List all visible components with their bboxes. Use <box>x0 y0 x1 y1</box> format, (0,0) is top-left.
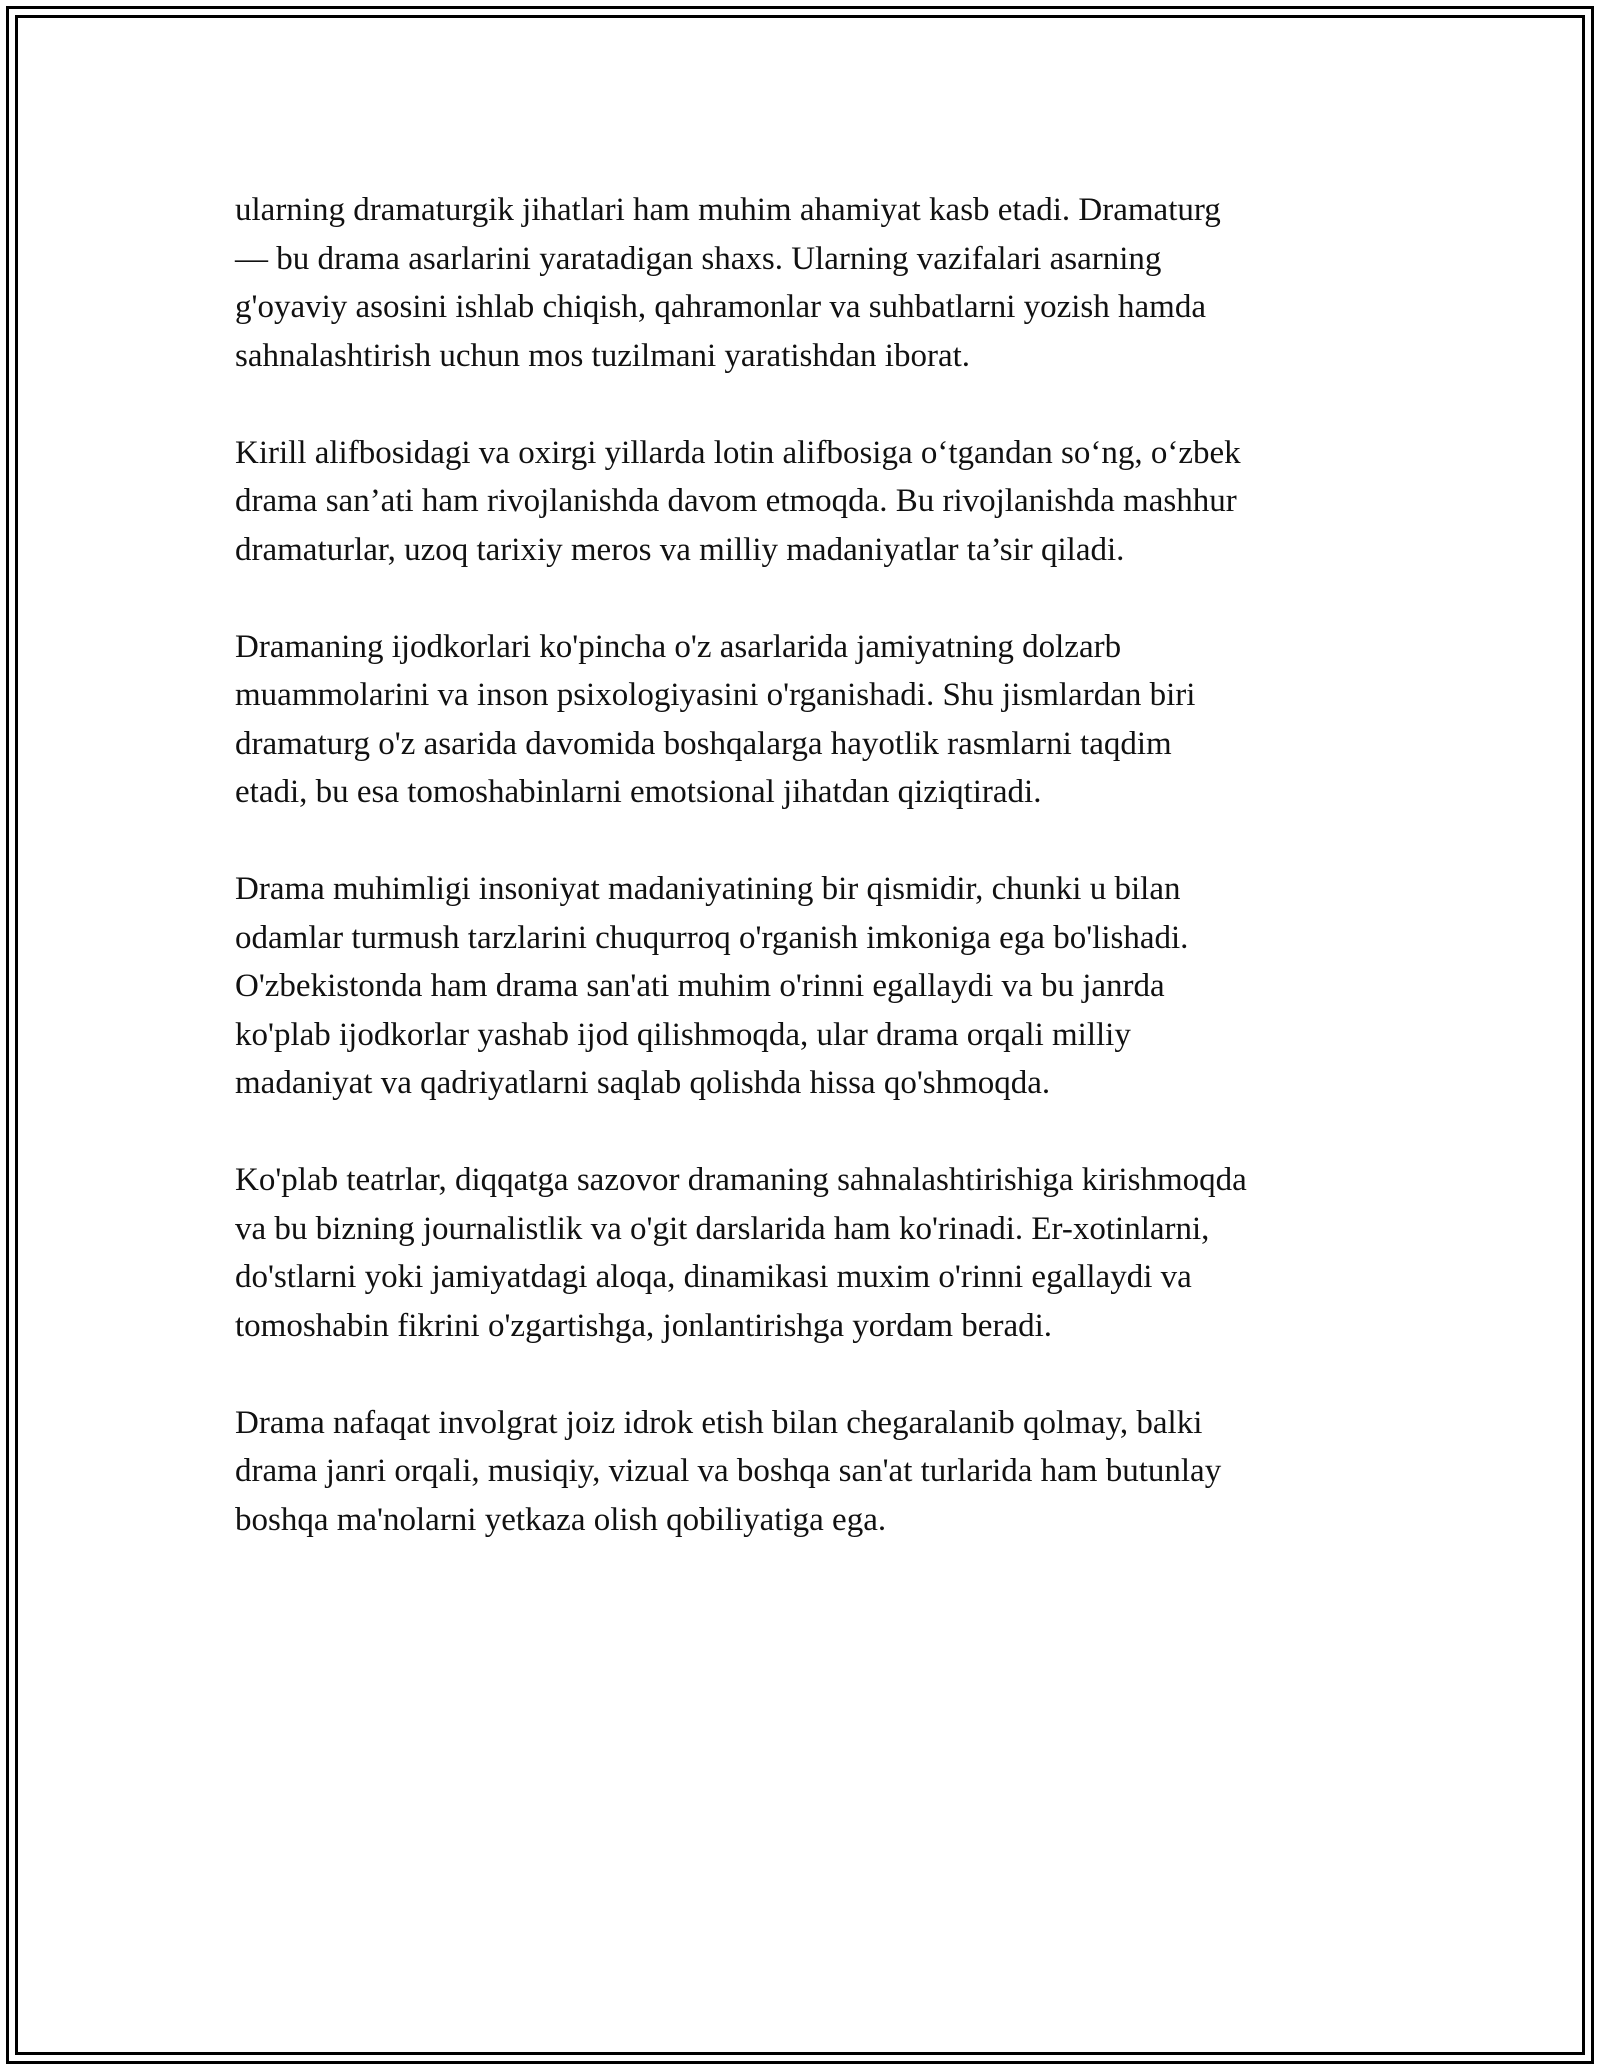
paragraph-2: Kirill alifbosidagi va oxirgi yillarda lotin alifbosiga o‘tgandan so‘ng, o‘zbek drama san’ati ham rivojlanishda davom etmoqda. Bu rivojlanishda mashhur dramaturlar, uzoq tarixiy meros va milliy madaniyatlar ta’sir qiladi. <box>235 434 1241 568</box>
document-body <box>235 186 1375 1593</box>
paragraph-6: Drama nafaqat involgrat joiz idrok etish bilan chegaralanib qolmay, balki drama janri orqali, musiqiy, vizual va boshqa san'at turlarida ham butunlay boshqa ma'nolarni yetkaza olish qobiliyatiga ega. <box>235 1404 1222 1538</box>
paragraph-4: Drama muhimligi insoniyat madaniyatining bir qismidir, chunki u bilan odamlar turmush tarzlarini chuqurroq o'rganish imkoniga ega bo'lishadi. O'zbekistonda ham drama san'ati muhim o'rinni egallaydi va bu janrda ko'plab ijodkorlar yashab ijod qilishmoqda, ular drama orqali milliy madaniyat va qadriyatlarni saqlab qolishda hissa qo'shmoqda. <box>235 871 1189 1101</box>
paragraph-1: ularning dramaturgik jihatlari ham muhim ahamiyat kasb etadi. Dramaturg — bu drama asarlarini yaratadigan shaxs. Ularning vazifalari asarning g'oyaviy asosini ishlab chiqish, qahramonlar va suhbatlarni yozish hamda sahnalashtirish uchun mos tuzilmani yaratishdan iborat. <box>235 192 1221 374</box>
paragraph-3: Dramaning ijodkorlari ko'pincha o'z asarlarida jamiyatning dolzarb muammolarini va inson psixologiyasini o'rganishadi. Shu jismlardan biri dramaturg o'z asarida davomida boshqalarga hayotlik rasmlarni taqdim etadi, bu esa tomoshabinlarni emotsional jihatdan qiziqtiradi. <box>235 628 1196 810</box>
paragraph-5: Ko'plab teatrlar, diqqatga sazovor dramaning sahnalashtirishiga kirishmoqda va bu bizning journalistlik va o'git darslarida ham ko'rinadi. Er-xotinlarni, do'stlarni yoki jamiyatdagi aloqa, dinamikasi muxim o'rinni egallaydi va tomoshabin fikrini o'zgartishga, jonlantirishga yordam beradi. <box>235 1162 1247 1344</box>
